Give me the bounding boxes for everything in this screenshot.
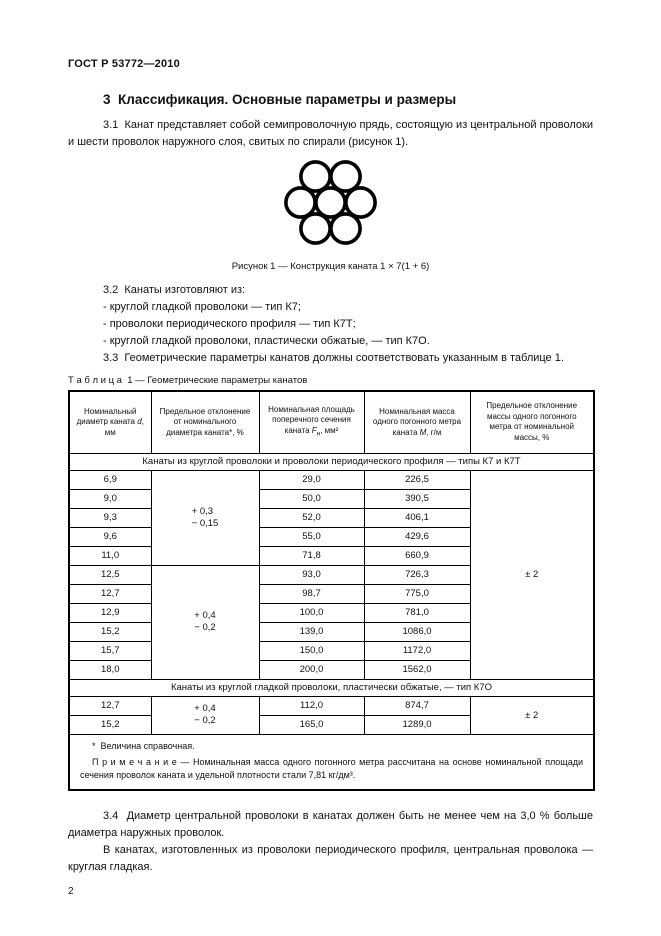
cell-area: 200,0 [259,660,364,679]
cell-mass: 1562,0 [364,660,470,679]
cell-area: 52,0 [259,508,364,527]
paragraph-3-3: 3.3 Геометрические параметры канатов должны соответствовать указанным в таблице 1. [103,352,564,364]
cell-mass: 390,5 [364,489,470,508]
cell-diameter: 9,6 [69,527,151,546]
cell-diameter: 12,5 [69,565,151,584]
cell-area: 29,0 [259,470,364,489]
section-title: Канаты из круглой гладкой проволоки, пластически обжатые, — тип К7О [69,679,594,696]
wire-circle [286,188,315,217]
page-number: 2 [68,885,74,897]
paragraph-3-2: 3.2 Канаты изготовляют из: [103,284,246,296]
rope-cross-section-figure [282,159,379,247]
figure-caption: Рисунок 1 — Конструкция каната 1 × 7(1 + 6) [231,261,430,272]
cell-mass: 726,3 [364,565,470,584]
col-header-diameter-tolerance: Предельное отклонение от номинального диаметра каната*, % [151,391,259,453]
cell-diameter: 12,7 [69,696,151,715]
cell-diameter-tolerance: + 0,4 − 0,2 [151,696,259,734]
section-row-k7o [69,679,594,696]
cell-area: 165,0 [259,715,364,734]
table-note: П р и м е ч а н и е — Номинальная масса одного погонного метра рассчитана на основе номинальной площади сечения проволок каната и удельной плотности стали 7,81 кг/дм³. [80,756,583,780]
cell-mass: 874,7 [364,696,470,715]
cell-area: 98,7 [259,584,364,603]
cell-diameter: 9,3 [69,508,151,527]
cell-area: 139,0 [259,622,364,641]
cell-area: 55,0 [259,527,364,546]
cell-mass: 660,9 [364,546,470,565]
section-heading: 3 Классификация. Основные параметры и размеры [103,92,457,107]
col-header-mass-per-meter: Номинальная масса одного погонного метра каната M, г/м [364,391,470,453]
table-footnote [69,734,594,790]
cell-diameter-tolerance: + 0,3 − 0,15 [151,470,259,565]
cell-diameter: 12,7 [69,584,151,603]
cell-area: 100,0 [259,603,364,622]
doc-number: ГОСТ Р 53772—2010 [68,58,180,70]
list-item: - проволоки периодического профиля — тип К7Т; [103,318,356,330]
col-header-mass-tolerance: Предельное отклонение массы одного погонного метра от номинальной массы, % [470,391,594,453]
cell-area: 112,0 [259,696,364,715]
footnote-reference-value: * Величина справочная. [92,740,195,751]
section-row-k7-k7t [69,453,594,470]
cell-mass: 1086,0 [364,622,470,641]
table-row [69,696,594,715]
cell-mass: 781,0 [364,603,470,622]
list-item: - круглой гладкой проволоки — тип К7; [103,301,301,313]
cell-diameter: 11,0 [69,546,151,565]
cell-diameter: 15,2 [69,715,151,734]
cell-mass: 1172,0 [364,641,470,660]
figure-1 [68,159,593,272]
cell-mass: 1289,0 [364,715,470,734]
wire-circle [301,162,330,191]
table-header-row [69,391,594,453]
cell-mass: 775,0 [364,584,470,603]
cell-diameter-tolerance: + 0,4 − 0,2 [151,565,259,679]
paragraph-3-4: 3.4 Диаметр центральной проволоки в канатах должен быть не менее чем на 3,0 % больше диаметра наружных проволок. [68,809,593,839]
col-header-cross-section-area: Номинальная площадь поперечного сечения каната $F_н$, мм² [259,391,364,453]
cell-area: 93,0 [259,565,364,584]
cell-diameter: 9,0 [69,489,151,508]
col-header-diameter: Номинальный диаметр каната d, мм [69,391,151,453]
cell-diameter: 15,7 [69,641,151,660]
cell-area: 71,8 [259,546,364,565]
list-item: - круглой гладкой проволоки, пластически обжатые, — тип К7О. [103,335,430,347]
cell-area: 50,0 [259,489,364,508]
wire-circle [331,162,360,191]
parameters-table [68,390,595,791]
paragraph-3-4-continued: В канатах, изготовленных из проволоки периодического профиля, центральная проволока — круглая гладкая. [68,843,593,873]
cell-area: 150,0 [259,641,364,660]
cell-diameter: 18,0 [69,660,151,679]
cell-diameter: 15,2 [69,622,151,641]
cell-diameter: 6,9 [69,470,151,489]
cell-mass: 429,6 [364,527,470,546]
paragraph-3-1: 3.1 Канат представляет собой семипроволочную прядь, состоящую из центральной проволоки и шести проволок наружного слоя, свитых по спирали (рисунок 1). [68,119,593,148]
wire-circle [316,188,345,217]
wire-circle [301,214,330,243]
cell-mass-tolerance: ± 2 [470,470,594,679]
table-footnote-row [69,734,594,790]
section-title: Канаты из круглой проволоки и проволоки периодического профиля — типы К7 и К7Т [69,453,594,470]
cell-mass-tolerance: ± 2 [470,696,594,734]
table-row [69,470,594,489]
wire-circle [346,188,375,217]
wire-circle [331,214,360,243]
cell-diameter: 12,9 [69,603,151,622]
cell-mass: 406,1 [364,508,470,527]
cell-mass: 226,5 [364,470,470,489]
table-caption: Т а б л и ц а 1 — Геометрические параметры канатов [68,375,308,386]
